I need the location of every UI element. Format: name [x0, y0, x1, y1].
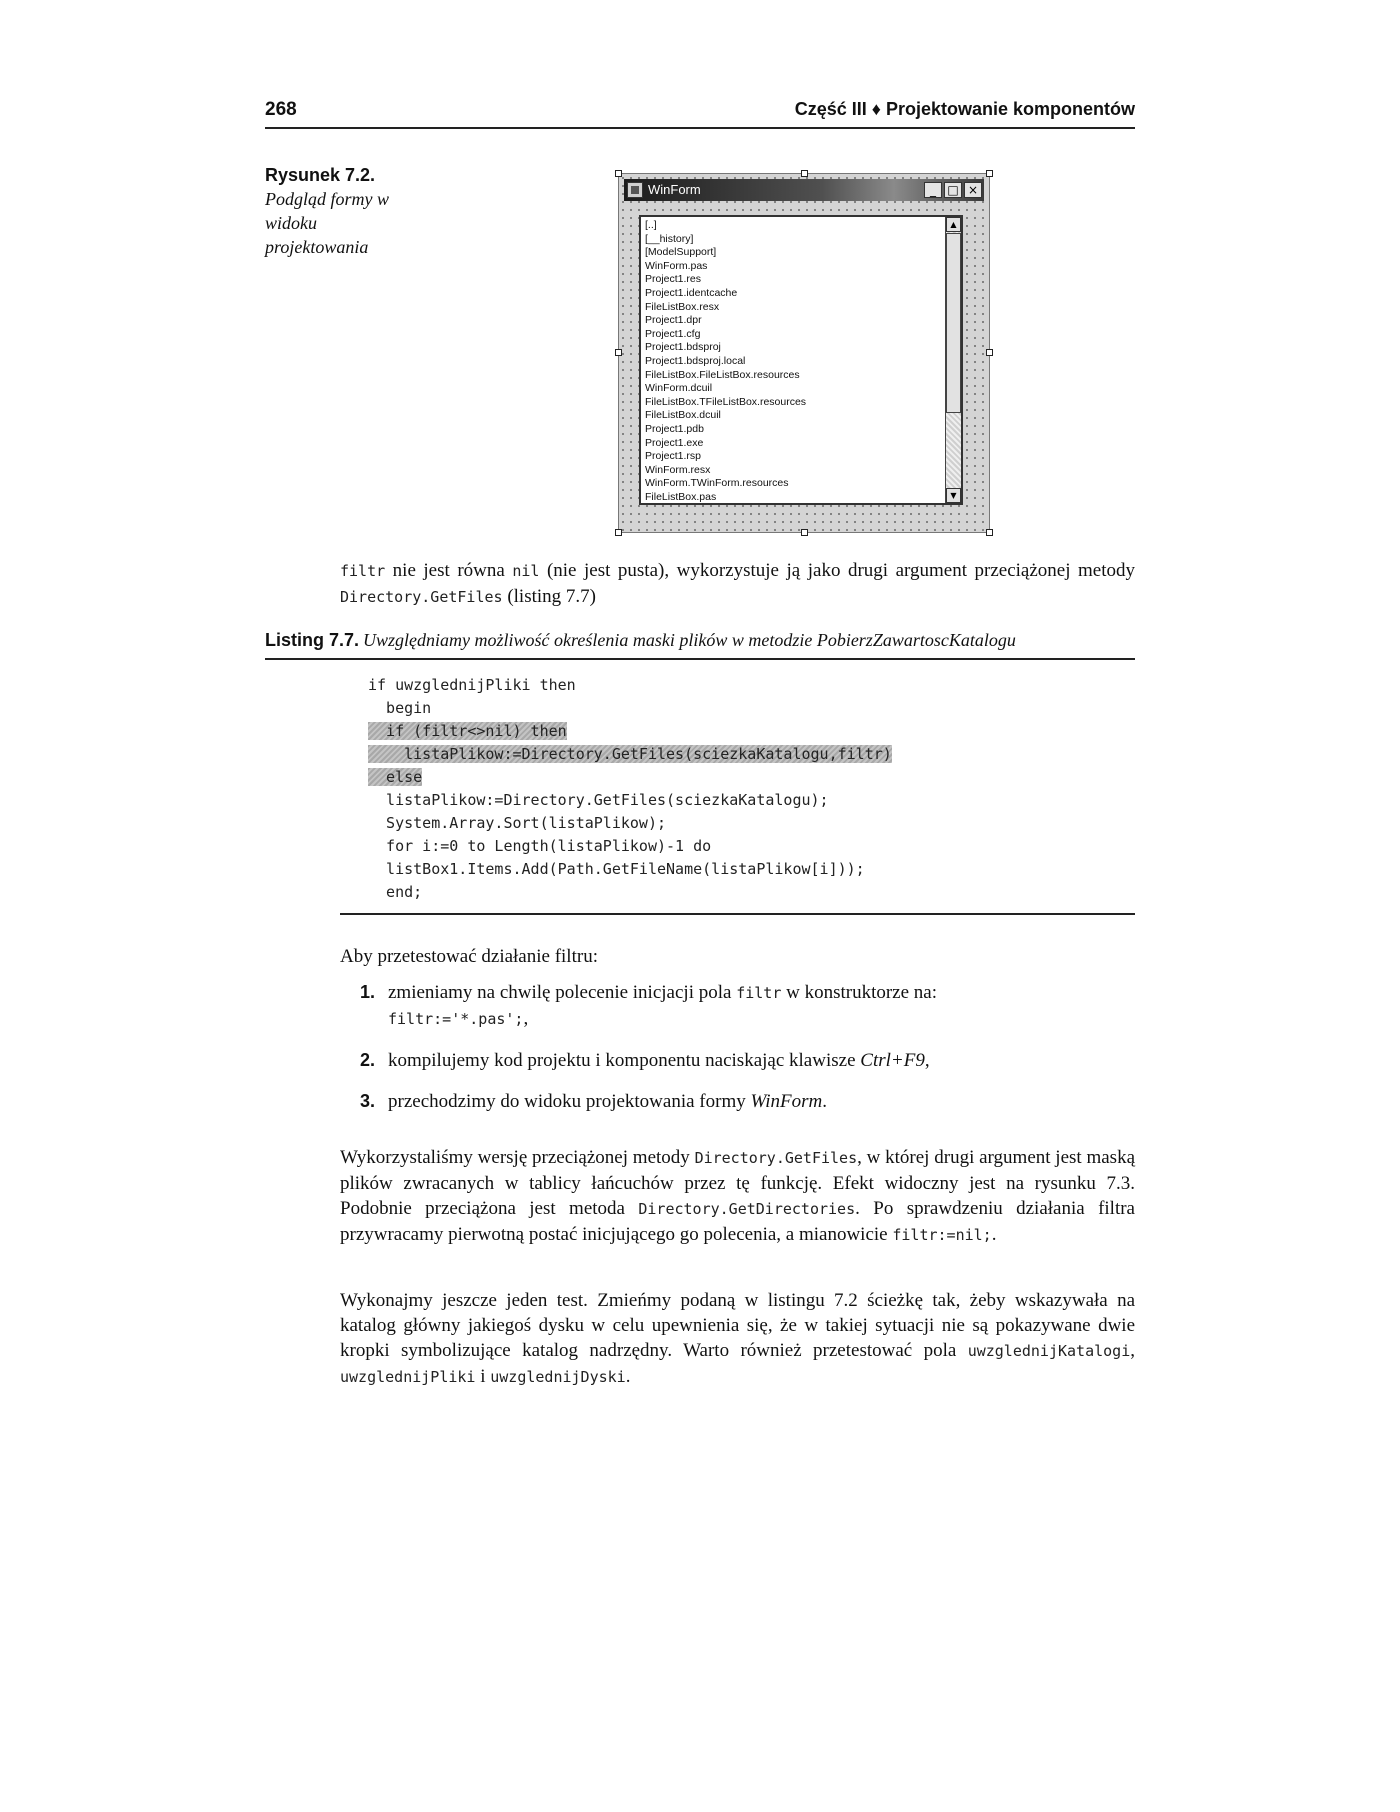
code-line-highlighted: listaPlikow:=Directory.GetFiles(sciezkaKatalogu,filtr): [368, 745, 892, 763]
listbox-items: [645, 219, 941, 504]
scroll-down-icon[interactable]: ▼: [946, 488, 961, 503]
list-item[interactable]: FileListBox.TFileListBox.resources: [645, 395, 807, 408]
page-header: [265, 99, 1135, 129]
resize-handle-bottom-right[interactable]: [986, 529, 993, 536]
listing-end-rule: [340, 913, 1135, 915]
inline-code: nil: [512, 562, 540, 580]
inline-code: Directory.GetDirectories: [638, 1200, 856, 1218]
list-item[interactable]: Project1.cfg: [645, 327, 701, 340]
list-item[interactable]: Project1.bdsproj: [645, 341, 721, 354]
list-item[interactable]: Project1.identcache: [645, 286, 738, 299]
list-item[interactable]: Project1.exe: [645, 436, 704, 449]
list-item[interactable]: FileListBox.pas: [645, 490, 717, 503]
list-item[interactable]: FileListBox.FileListBox.resources: [645, 368, 800, 381]
resize-handle-top-right[interactable]: [986, 170, 993, 177]
code-line: listaPlikow:=Directory.GetFiles(sciezkaKatalogu);: [368, 791, 829, 809]
figure-description: Podgląd formy w widoku projektowania: [265, 189, 389, 257]
resize-handle-bottom[interactable]: [801, 529, 808, 536]
list-item[interactable]: Project1.bdsproj.local: [645, 354, 746, 367]
list-item[interactable]: Project1.res: [645, 273, 702, 286]
paragraph-overload: Wykorzystaliśmy wersję przeciążonej metody Directory.GetFiles, w której drugi argument jest maską plików zwracanych w tablicy łańcuchów przez tę funkcję. Efekt widoczny jest na rysunku 7.3. Podobnie przeciążona jest metoda Directory.GetDirectories. Po sprawdzeniu działania filtra przywracamy pierwotną postać inicjującego go polecenia, a mianowicie filtr:=nil;.: [340, 1147, 1136, 1245]
list-item[interactable]: Project1.rsp: [645, 450, 702, 463]
listing-title: Uwzględniamy możliwość określenia maski plików w metodzie PobierzZawartoscKatalogu: [363, 630, 1016, 650]
winform-design-view: [618, 173, 990, 533]
code-line: System.Array.Sort(listaPlikow);: [368, 814, 667, 832]
step-3: 3. przechodzimy do widoku projektowania formy WinForm.: [360, 1091, 828, 1112]
paragraph-filtr: filtr nie jest równa nil (nie jest pusta), wykorzystuje ją jako drugi argument przeciążonej metody Directory.GetFiles (listing 7.7): [340, 560, 1136, 607]
list-item[interactable]: WinForm.dcuil: [645, 382, 713, 395]
figure-caption: [265, 163, 405, 259]
vertical-scrollbar[interactable]: [945, 217, 961, 503]
list-item[interactable]: [..]: [645, 219, 657, 231]
list-item[interactable]: Project1.pdb: [645, 422, 704, 435]
paragraph-intro: Aby przetestować działanie filtru:: [340, 946, 598, 967]
code-line-highlighted: else: [368, 768, 423, 786]
resize-handle-top[interactable]: [801, 170, 808, 177]
form-title: WinForm: [648, 182, 701, 197]
listing-label: Listing 7.7.: [265, 630, 360, 650]
inline-code: filtr:=nil;: [892, 1226, 992, 1244]
inline-code: uwzglednijDyski: [490, 1368, 626, 1386]
paragraph-test: Wykonajmy jeszcze jeden test. Zmieńmy podaną w listingu 7.2 ścieżkę tak, żeby wskazywała na katalog główny jakiegoś dysku w celu upewnienia się, że w takiej sytuacji nie są pokazywane dwie kropki symbolizujące katalog nadrzędny. Warto również przetestować pola uwzglednijKatalogi, uwzglednijPliki i uwzglednijDyski.: [340, 1290, 1135, 1387]
file-listbox[interactable]: [639, 215, 963, 505]
code-line: end;: [368, 883, 423, 901]
step-2: 2. kompilujemy kod projektu i komponentu naciskając klawisze Ctrl+F9,: [360, 1050, 930, 1071]
list-item[interactable]: [__history]: [645, 232, 694, 245]
running-head: Część III ♦ Projektowanie komponentów: [794, 99, 1135, 119]
resize-handle-left[interactable]: [615, 349, 622, 356]
list-item[interactable]: WinForm.resx: [645, 463, 711, 476]
list-item[interactable]: WinForm.TWinForm.resources: [645, 477, 789, 490]
inline-code: filtr: [340, 562, 386, 580]
listing-caption: [265, 630, 1135, 660]
list-item[interactable]: FileListBox.dcuil: [645, 409, 721, 422]
code-line: listBox1.Items.Add(Path.GetFileName(listaPlikow[i]));: [368, 860, 865, 878]
inline-code: uwzglednijKatalogi: [967, 1342, 1131, 1360]
inline-code: filtr:='*.pas';: [388, 1010, 524, 1028]
step-1: 1. zmieniamy na chwilę polecenie inicjacji pola filtr w konstruktorze na: filtr:='*.pas';,: [360, 982, 938, 1029]
list-item[interactable]: FileListBox.resx: [645, 300, 720, 313]
inline-code: filtr: [736, 984, 782, 1002]
code-line: begin: [368, 699, 432, 717]
inline-code: Directory.GetFiles: [694, 1149, 858, 1167]
maximize-button[interactable]: □: [944, 182, 962, 198]
list-item[interactable]: Project1.dpr: [645, 314, 702, 327]
resize-handle-bottom-left[interactable]: [615, 529, 622, 536]
inline-code: uwzglednijPliki: [340, 1368, 476, 1386]
page-number: 268: [265, 99, 297, 120]
figure-label: Rysunek 7.2.: [265, 165, 376, 185]
form-app-icon: [627, 182, 643, 198]
scroll-thumb[interactable]: [946, 233, 961, 413]
list-item[interactable]: WinForm.pas: [645, 259, 708, 272]
minimize-button[interactable]: _: [924, 182, 942, 198]
resize-handle-top-left[interactable]: [615, 170, 622, 177]
inline-code: Directory.GetFiles: [340, 588, 503, 606]
list-item[interactable]: [ModelSupport]: [645, 246, 717, 259]
steps-list: [360, 980, 1130, 1130]
code-line-highlighted: if (filtr<>nil) then: [368, 722, 567, 740]
form-titlebar[interactable]: [624, 179, 984, 201]
code-listing: [368, 674, 1068, 904]
scroll-up-icon[interactable]: ▲: [946, 217, 961, 232]
code-line: if uwzglednijPliki then: [368, 676, 576, 694]
code-line: for i:=0 to Length(listaPlikow)-1 do: [368, 837, 712, 855]
close-button[interactable]: ×: [964, 182, 982, 198]
resize-handle-right[interactable]: [986, 349, 993, 356]
